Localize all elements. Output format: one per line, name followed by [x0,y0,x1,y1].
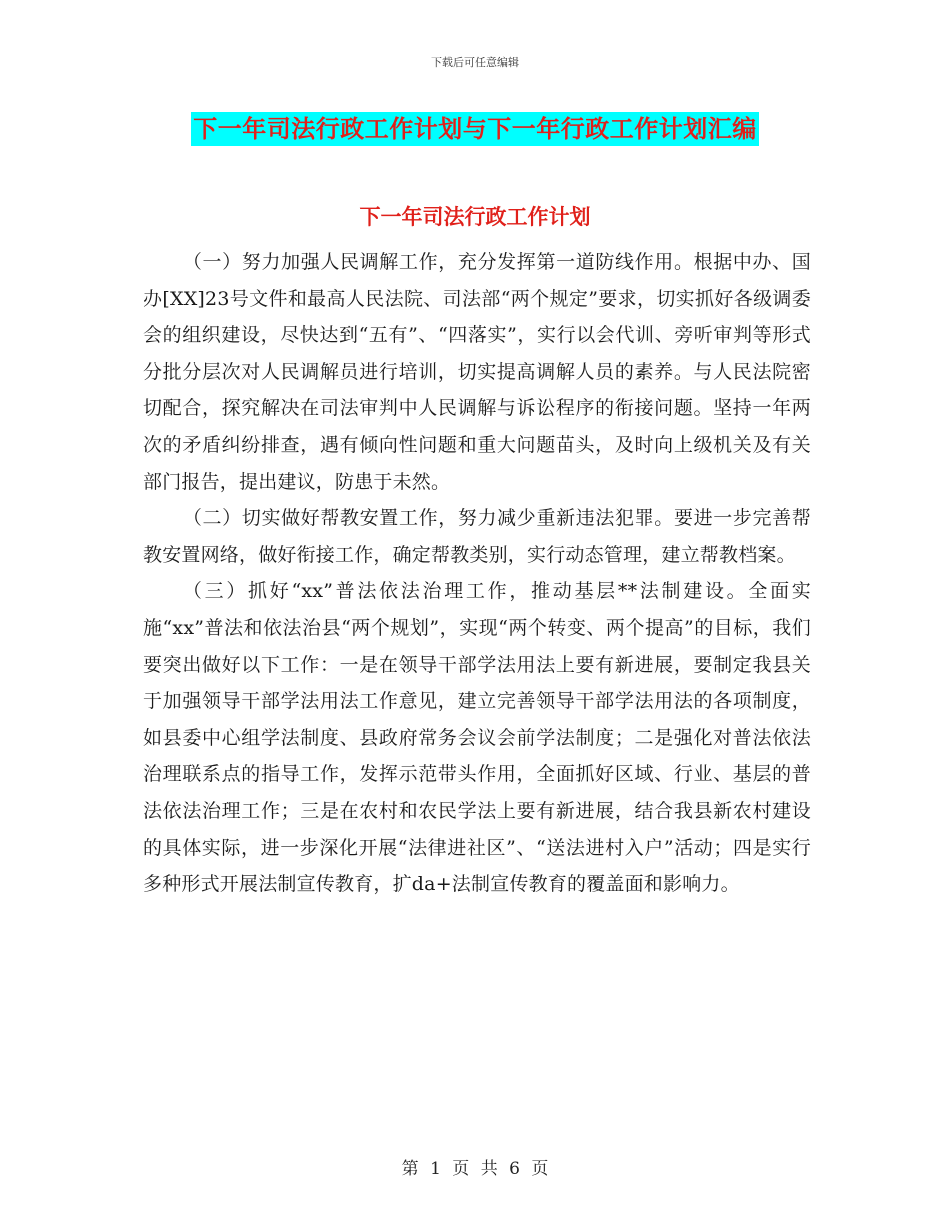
paragraph-3: （三）抓好“xx”普法依法治理工作，推动基层**法制建设。全面实施“xx”普法和依法治县“两个规划”，实现“两个转变、两个提高”的目标，我们要突出做好以下工作：一是在领导干部学法用法上要有新进展，要制定我县关于加强领导干部学法用法工作意见，建立完善领导干部学法用法的各项制度，如县委中心组学法制度、县政府常务会议会前学法制度；二是强化对普法依法治理联系点的指导工作，发挥示范带头作用，全面抓好区域、行业、基层的普法依法治理工作；三是在农村和农民学法上要有新进展，结合我县新农村建设的具体实际，进一步深化开展“法律进社区”、“送法进村入户”活动；四是实行多种形式开展法制宣传教育，扩da+法制宣传教育的覆盖面和影响力。 [143,580,811,896]
page-number-footer: 第 1 页 共 6 页 [401,1159,549,1179]
paragraph-1: （一）努力加强人民调解工作，充分发挥第一道防线作用。根据中办、国办[XX]23号文件和最高人民法院、司法部“两个规定”要求，切实抓好各级调委会的组织建设，尽快达到“五有”、“四落实”，实行以会代训、旁听审判等形式分批分层次对人民调解员进行培训，切实提高调解人员的素养。与人民法院密切配合，探究解决在司法审判中人民调解与诉讼程序的衔接问题。坚持一年两次的矛盾纠纷排查，遇有倾向性问题和重大问题苗头，及时向上级机关及有关部门报告，提出建议，防患于未然。 [143,251,811,493]
main-title-container [0,112,950,146]
section-title: 下一年司法行政工作计划 [359,205,591,229]
page-header-note: 下载后可任意编辑 [431,56,519,69]
paragraph-2: （二）切实做好帮教安置工作，努力减少重新违法犯罪。要进一步完善帮教安置网络，做好衔接工作，确定帮教类别，实行动态管理，建立帮教档案。 [143,507,811,566]
document-body [143,244,811,903]
document-main-title: 下一年司法行政工作计划与下一年行政工作计划汇编 [191,112,759,146]
